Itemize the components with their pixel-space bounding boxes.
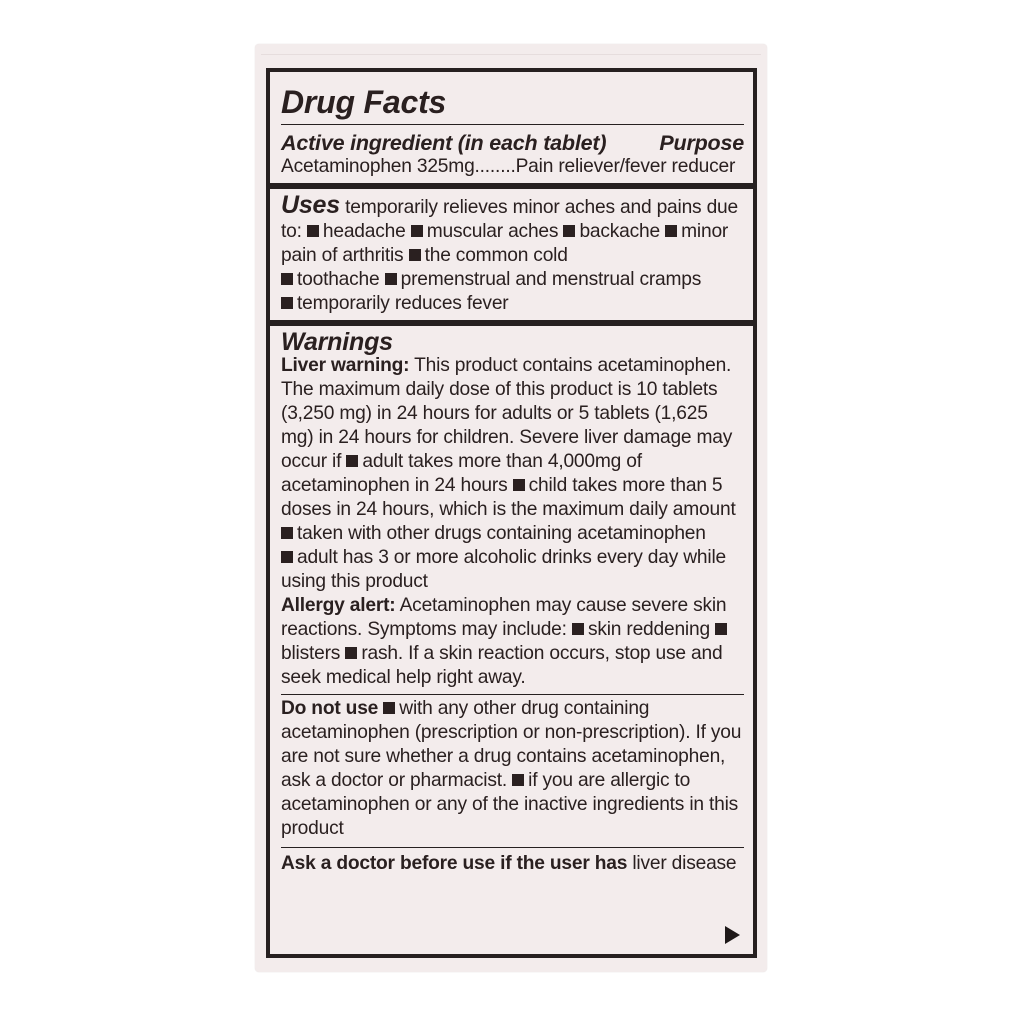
square-bullet-icon [513, 479, 525, 491]
square-bullet-icon [345, 647, 357, 659]
uses-item: headache [322, 221, 406, 242]
square-bullet-icon [665, 225, 677, 237]
liver-warning-item: child takes more than 5 doses in 24 hours, which is the maximum daily amount [281, 475, 736, 520]
allergy-item: rash. If a skin reaction occurs, stop use and seek medical help right away. [281, 643, 723, 688]
liver-warning-label: Liver warning: [281, 355, 410, 376]
uses-item: toothache [297, 269, 380, 290]
square-bullet-icon [563, 225, 575, 237]
uses-section [281, 189, 744, 320]
liver-warning-item: adult takes more than 4,000mg of acetaminophen in 24 hours [281, 451, 642, 496]
uses-heading: Uses [281, 191, 340, 219]
uses-item: minor pain of arthritis [281, 221, 729, 266]
allergy-item: blisters [281, 643, 341, 664]
purpose-heading: Purpose [659, 131, 744, 155]
do-not-use-label: Do not use [281, 698, 379, 719]
drug-facts-panel [266, 68, 757, 958]
active-ingredient-header [281, 131, 744, 155]
allergy-item: skin reddening [587, 619, 710, 640]
ingredient-line: Acetaminophen 325mg........Pain reliever/fever reducer [281, 156, 736, 177]
uses-item: the common cold [424, 245, 568, 266]
uses-item: premenstrual and menstrual cramps [400, 269, 702, 290]
square-bullet-icon [281, 273, 293, 285]
square-bullet-icon [346, 455, 358, 467]
ask-doctor-text: liver disease [632, 853, 737, 874]
square-bullet-icon [281, 297, 293, 309]
liver-warning-text: This product contains acetaminophen. The maximum daily dose of this product is 10 tablets (3,250 mg) in 24 hours for adults or 5 tablets (1,625 mg) in 24 hours for children. Severe liver damage may occur if [281, 355, 733, 472]
active-ingredient-heading: Active ingredient (in each tablet) [281, 131, 607, 155]
liver-warning-item: taken with other drugs containing acetaminophen [297, 523, 706, 544]
square-bullet-icon [307, 225, 319, 237]
uses-item: temporarily reduces fever [297, 293, 509, 314]
square-bullet-icon [572, 623, 584, 635]
square-bullet-icon [512, 774, 524, 786]
square-bullet-icon [409, 249, 421, 261]
ask-doctor-label: Ask a doctor before use if the user has [281, 853, 628, 874]
square-bullet-icon [281, 527, 293, 539]
allergy-alert-label: Allergy alert: [281, 595, 396, 616]
liver-warning-item: adult has 3 or more alcoholic drinks every day while using this product [281, 547, 726, 592]
warnings-heading: Warnings [281, 328, 393, 356]
square-bullet-icon [383, 702, 395, 714]
page-title: Drug Facts [281, 84, 744, 125]
uses-intro: temporarily relieves minor aches and pains due to: [281, 197, 738, 242]
allergy-alert-text: Acetaminophen may cause severe skin reactions. Symptoms may include: [281, 595, 727, 640]
square-bullet-icon [411, 225, 423, 237]
uses-item: backache [579, 221, 660, 242]
square-bullet-icon [715, 623, 727, 635]
continue-arrow-icon [725, 926, 740, 944]
warnings-section [281, 326, 744, 880]
uses-item: muscular aches [426, 221, 559, 242]
do-not-use-item: with any other drug containing acetaminophen (prescription or non-prescription). If you are not sure whether a drug contains acetaminophen, ask a doctor or pharmacist. [281, 698, 742, 791]
do-not-use-item: if you are allergic to acetaminophen or any of the inactive ingredients in this product [281, 770, 739, 839]
square-bullet-icon [385, 273, 397, 285]
drug-facts-content [281, 80, 744, 954]
square-bullet-icon [281, 551, 293, 563]
